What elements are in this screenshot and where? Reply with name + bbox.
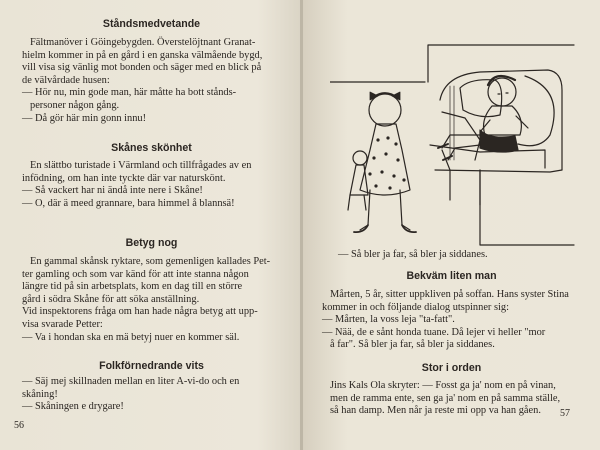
text-line: Mårten, 5 år, sitter uppkliven på soffan. Hans syster Stina bbox=[330, 289, 569, 300]
text-line: vill visa sig vänlig mot bonden och säger med en blick på bbox=[22, 62, 262, 74]
text-line: — Så vackert har ni ändå inte nere i Skåne! bbox=[22, 185, 203, 197]
text-line: hielm kommer in på en gård i en ganska välmående bygd, bbox=[22, 49, 263, 61]
text-line: ter gamling och som var känd för att inte stanna någon bbox=[22, 268, 249, 280]
text-line: personer någon gång. bbox=[30, 99, 120, 111]
page-number-left: 56 bbox=[14, 420, 24, 431]
text-line: Vid inspektorens fråga om han hade några betyg att upp- bbox=[22, 306, 258, 318]
text-line: — O, där ä meed grannare, bara himmel å blannsä! bbox=[22, 197, 235, 209]
section-title-bekvam-liten-man: Bekväm liten man bbox=[406, 270, 497, 282]
section-body-folkfornedrande-vits bbox=[22, 376, 292, 414]
text-line: — Skåningen e drygare! bbox=[22, 401, 124, 413]
text-line: längre tid på sin arbetsplats, kom en dag till en större bbox=[22, 281, 243, 293]
text-line: — Mårten, la voss leja "ta-fatt". bbox=[322, 314, 455, 326]
text-line: En gammal skånsk ryktare, som gemenligen kallades Pet- bbox=[30, 256, 271, 267]
section-body-stor-i-orden bbox=[322, 380, 588, 418]
section-title-stor-i-orden: Stor i orden bbox=[421, 362, 482, 374]
illustration-caption: — Så bler ja far, så bler ja siddanes. bbox=[338, 249, 488, 260]
text-line: — Då gör här min gonn innu! bbox=[22, 112, 147, 124]
text-line: — Nää, de e sånt honda tuane. Då lejer vi heller "mor bbox=[322, 326, 546, 338]
section-body-skanes-skonhet bbox=[22, 160, 292, 210]
text-line: gård i södra Skåne för att söka anställning. bbox=[22, 293, 200, 305]
page-number-right: 57 bbox=[560, 408, 570, 419]
section-title-folkfornedrande-vits: Folkförnedrande vits bbox=[99, 360, 204, 372]
section-body-betyg-nog bbox=[22, 256, 292, 344]
text-line: å far". Så bler ja far, så bler ja siddanes. bbox=[330, 339, 495, 351]
text-line: men de ramma ente, sen ga ja' nom en på samma ställe, bbox=[330, 392, 561, 404]
text-line: infödning, om han inte tyckte där var naturskönt. bbox=[22, 172, 226, 184]
text-line: kommer in och följande dialog utspinner sig: bbox=[322, 301, 509, 313]
text-line: Fältmanöver i Göingebygden. Överstelöjtnant Granat- bbox=[30, 37, 256, 48]
text-line: skåning! bbox=[22, 388, 58, 400]
children-illustration bbox=[330, 40, 575, 250]
text-line: Jins Kals Ola skryter: — Fosst ga ja' nom en på vinan, bbox=[330, 380, 556, 391]
text-line: så han damp. Men når ja reste mi opp va han gåen. bbox=[330, 405, 541, 417]
section-title-skanes-skonhet: Skånes skönhet bbox=[111, 142, 192, 154]
section-body-bekvam-liten-man bbox=[322, 289, 588, 352]
text-line: visa svarade Petter: bbox=[22, 318, 103, 330]
section-title-betyg-nog: Betyg nog bbox=[125, 237, 178, 249]
text-line: — Hör nu, min gode man, här måtte ha bott stånds- bbox=[22, 87, 237, 99]
section-body-standsmedvetande bbox=[22, 37, 292, 125]
text-line: — Va i hondan ska en mä betyj nuer en kommer säl. bbox=[22, 331, 240, 343]
section-title-standsmedvetande: Ståndsmedvetande bbox=[102, 18, 201, 30]
text-line: En slättbo turistade i Värmland och tillfrågades av en bbox=[30, 160, 252, 171]
text-line: de välvårdade husen: bbox=[22, 74, 110, 86]
text-line: — Säj mej skillnaden mellan en liter A-vi-do och en bbox=[22, 376, 240, 387]
